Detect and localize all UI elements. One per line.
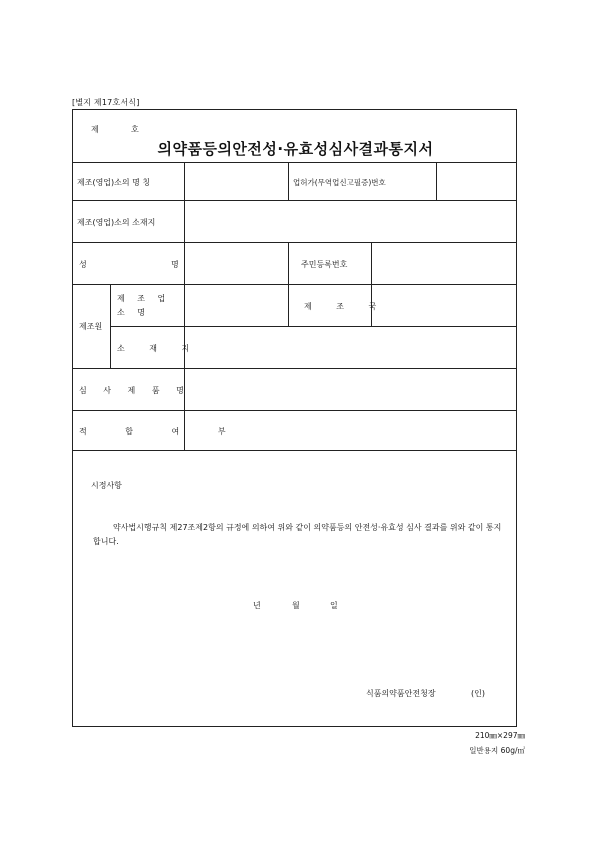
date-day-label: 일: [330, 601, 338, 610]
form-number-label: [별지 제17호서식]: [72, 98, 140, 107]
paper-type: 일반용지 60g/㎡: [469, 746, 525, 755]
date-year-label: 년: [253, 601, 261, 610]
product-name-label: 심 사 제 품 명: [79, 386, 191, 395]
document-number: [91, 124, 139, 135]
maker-group-label: 제조원: [79, 322, 103, 331]
maker-country-label: 제 조 국: [304, 302, 388, 311]
paper-size: 210㎜×297㎜: [475, 731, 525, 740]
notification-body: 약사법시행규칙 제27조제2항의 규정에 의하여 위와 같이 의약품등의 안전성·유효성 심사 결과를 위와 같이 통지합니다.: [93, 523, 502, 546]
issuer-name: 식품의약품안전청장: [366, 689, 436, 698]
maker-name-label: 제 조 업 소 명: [117, 294, 171, 317]
resident-number-label: 주민등록번호: [301, 260, 348, 269]
name-label: 성: [79, 260, 87, 269]
manufacturer-name-label: 제조(영업)소의 명 칭: [77, 178, 151, 187]
notification-form: [72, 109, 517, 727]
license-number-label: 업허가(무역업신고필증)번호: [293, 178, 386, 187]
form-title: 의약품등의안전성·유효성심사결과통지서: [157, 140, 434, 158]
document-number-label: 제: [91, 125, 99, 134]
corrections-label: 시정사항: [91, 481, 122, 490]
seal-mark: (인): [471, 689, 485, 698]
date-month-label: 월: [292, 601, 300, 610]
name-label-suffix: 명: [171, 260, 179, 269]
suitability-label: 적 합 여 부: [79, 427, 244, 436]
manufacturer-address-label: 제조(영업)소의 소재지: [77, 218, 156, 227]
maker-address-label: 소 재 지: [117, 344, 201, 353]
document-number-suffix: 호: [131, 125, 139, 134]
